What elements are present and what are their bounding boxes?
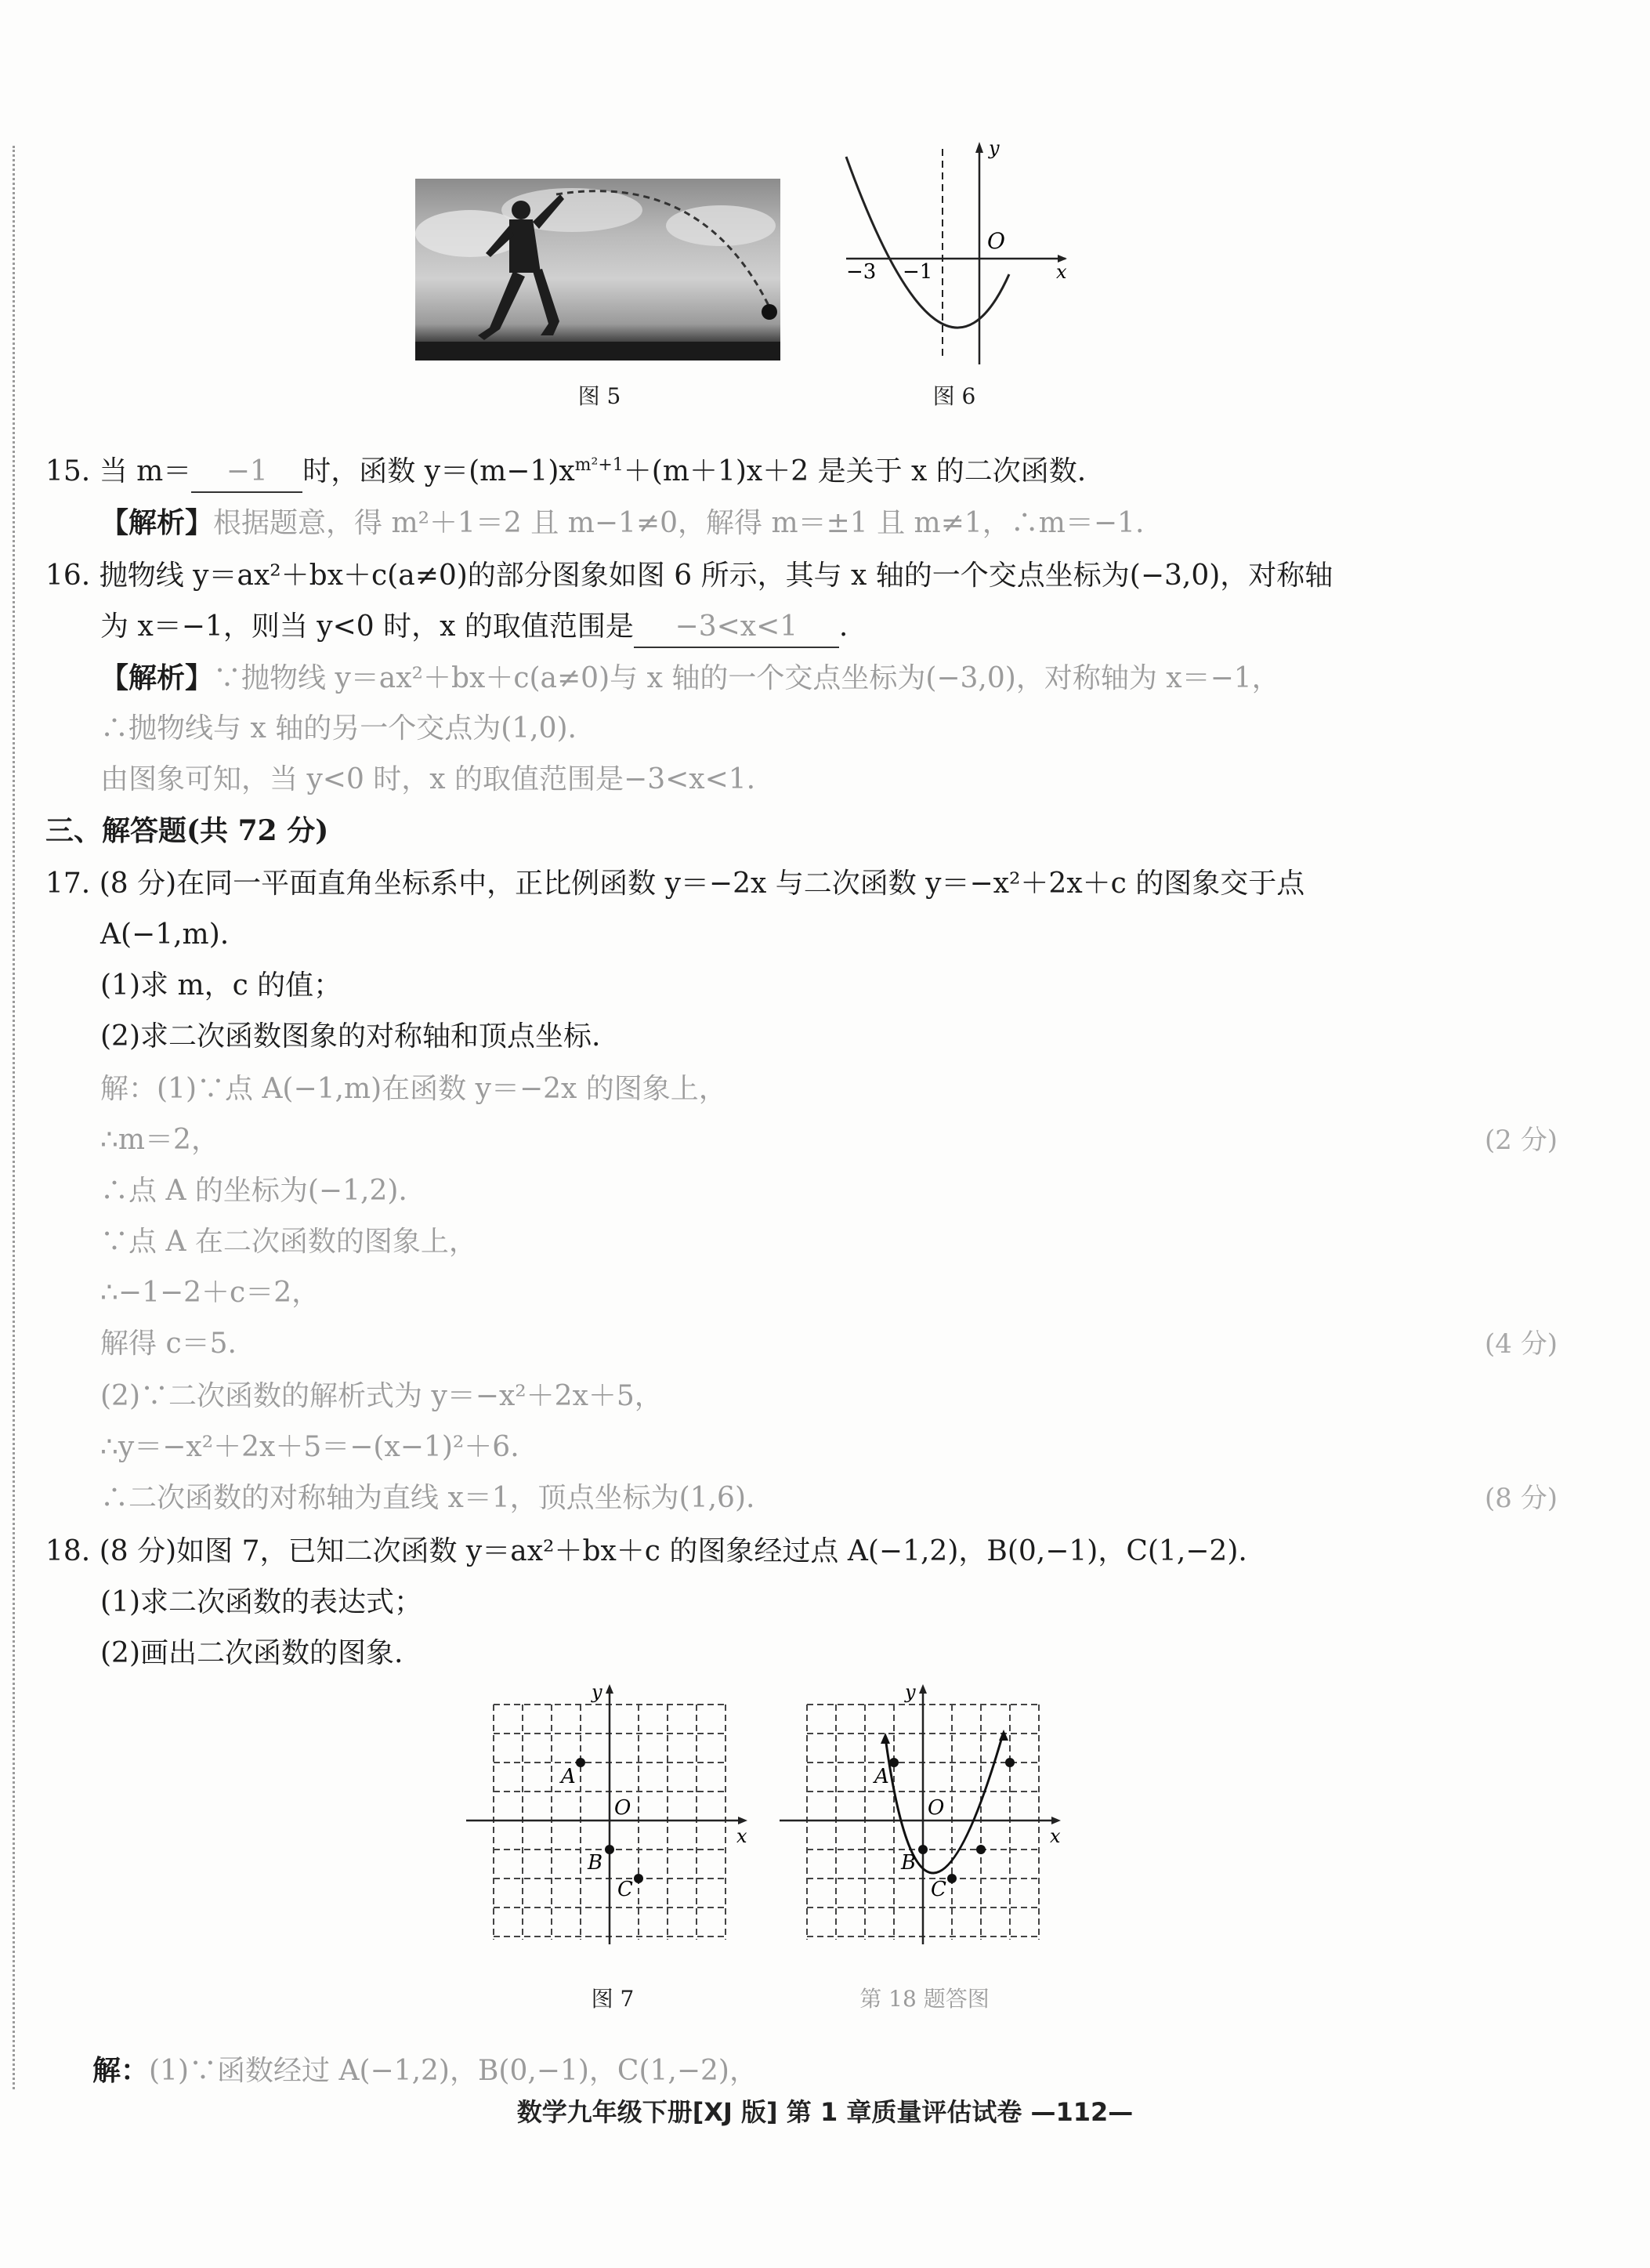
q16-analysis-1: 【解析】∵抛物线 y＝ax²＋bx＋c(a≠0)与 x 轴的一个交点坐标为(−3,0)，对称轴为 x＝−1， <box>100 661 1280 694</box>
question-16-line1: 16. 抛物线 y＝ax²＋bx＋c(a≠0)的部分图象如图 6 所示，其与 x 轴的一个交点坐标为(−3,0)，对称轴 <box>45 560 1333 592</box>
question-15: 15. 当 m＝ −1 时，函数 $y=(m-1)x^{m^2+1}+(m+1)x+2$ 是关于 x 的二次函数. <box>45 452 1086 493</box>
page-footer: 数学九年级下册[XJ 版] 第 1 章质量评估试卷 —112— <box>516 2097 1134 2127</box>
q17-solution-1: 解：(1)∵点 A(−1,m)在函数 y＝−2x 的图象上， <box>100 1073 727 1105</box>
q17-sub1: (1)求 m，c 的值； <box>100 969 342 1002</box>
figure-7-caption: 图 7 <box>591 1986 635 2012</box>
q17-solution-9: ∴二次函数的对称轴为直线 x＝1，顶点坐标为(1,6). <box>100 1482 755 1514</box>
svg-text:A: A <box>561 1765 576 1788</box>
figure-5-photo <box>415 179 780 360</box>
margin-dotted-rule <box>13 146 15 2089</box>
svg-text:B: B <box>588 1851 603 1875</box>
q16-answer-blank: −3<x<1 <box>634 607 839 648</box>
q17-solution-7: (2)∵二次函数的解析式为 y＝−x²＋2x＋5， <box>100 1380 663 1412</box>
question-18-line1: 18. (8 分)如图 7，已知二次函数 y＝ax²＋bx＋c 的图象经过点 A(−1,2)，B(0,−1)，C(1,−2). <box>45 1535 1247 1567</box>
fig6-x-label: x <box>1056 261 1067 283</box>
svg-text:y: y <box>592 1681 602 1703</box>
fig7-point-a <box>576 1758 585 1767</box>
q17-solution-5: ∴−1−2＋c＝2， <box>100 1277 320 1309</box>
question-17-line1: 17. (8 分)在同一平面直角坐标系中，正比例函数 y＝−2x 与二次函数 y＝−x²＋2x＋c 的图象交于点 <box>45 868 1305 900</box>
question-17-line2: A(−1,m). <box>100 918 230 951</box>
svg-text:y: y <box>905 1681 916 1703</box>
q17-score-2: (4 分) <box>1485 1328 1558 1360</box>
q17-score-1: (2 分) <box>1485 1125 1558 1156</box>
figure-5-illustration <box>415 179 780 360</box>
svg-text:C: C <box>617 1878 633 1901</box>
svg-text:O: O <box>928 1796 945 1820</box>
fig7-point-b <box>605 1845 614 1854</box>
q17-score-3: (8 分) <box>1485 1483 1558 1514</box>
fig6-parabola <box>846 157 1009 328</box>
q17-solution-6: 解得 c＝5. <box>100 1328 237 1360</box>
svg-text:C: C <box>931 1878 946 1901</box>
fig6-neg3-label: −3 <box>846 260 877 284</box>
q16-analysis-3: 由图象可知，当 y<0 时，x 的取值范围是−3<x<1. <box>100 763 756 795</box>
q15-answer-blank: −1 <box>191 452 302 493</box>
figure-5-caption: 图 5 <box>577 383 621 409</box>
fig6-origin-label: O <box>987 228 1005 254</box>
q17-sub2: (2)求二次函数图象的对称轴和顶点坐标. <box>100 1020 601 1052</box>
q18-sub1: (1)求二次函数的表达式； <box>100 1586 422 1618</box>
q17-solution-2: ∴m＝2， <box>100 1124 219 1156</box>
svg-text:A: A <box>874 1765 889 1788</box>
q16-analysis-2: ∴抛物线与 x 轴的另一个交点为(1,0). <box>100 712 577 745</box>
figure-18-answer-grid <box>776 1681 1073 1947</box>
q18-sub2: (2)画出二次函数的图象. <box>100 1637 403 1669</box>
fig6-y-label: y <box>989 137 1000 159</box>
figure-7-grid <box>462 1681 760 1947</box>
section-3-title: 三、解答题(共 72 分) <box>45 814 329 847</box>
fig7-point-c <box>634 1874 643 1883</box>
svg-text:B: B <box>901 1851 917 1875</box>
figure-6-caption: 图 6 <box>932 383 976 409</box>
q15-analysis: 【解析】根据题意，得 m²＋1＝2 且 m−1≠0，解得 m＝±1 且 m≠1，∴m＝−1. <box>100 506 1145 539</box>
figure-18-answer-caption: 第 18 题答图 <box>859 1986 990 2012</box>
svg-text:O: O <box>614 1796 631 1820</box>
q17-solution-4: ∵点 A 在二次函数的图象上， <box>100 1226 477 1258</box>
svg-text:x: x <box>1050 1825 1061 1847</box>
q18-solution-1: 解：(1)∵函数经过 A(−1,2)，B(0,−1)，C(1,−2)， <box>92 2054 758 2087</box>
question-16-line2: 为 x＝−1，则当 y<0 时，x 的取值范围是 −3<x<1 . <box>100 607 848 648</box>
svg-text:x: x <box>736 1825 747 1847</box>
q17-solution-8: ∴y＝−x²＋2x＋5＝−(x−1)²＋6. <box>100 1431 519 1463</box>
q17-solution-3: ∴点 A 的坐标为(−1,2). <box>100 1175 407 1207</box>
figure-6-graph <box>838 137 1073 372</box>
fig6-neg1-label: −1 <box>903 260 933 284</box>
